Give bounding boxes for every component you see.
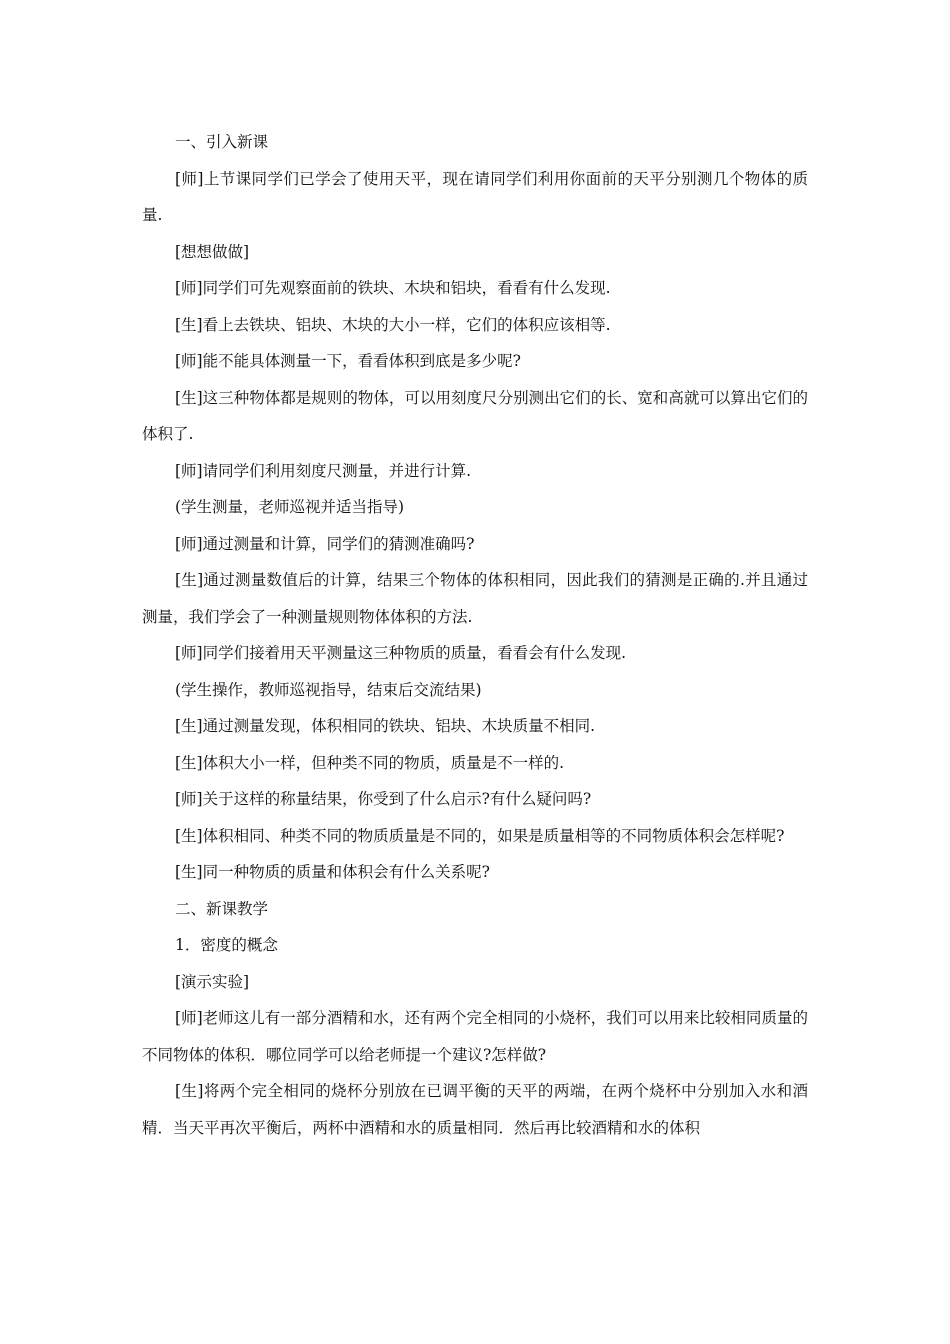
paragraph: (学生操作，教师巡视指导，结束后交流结果) (175, 680, 482, 699)
paragraph: [想想做做] (175, 242, 250, 261)
paragraph: [师]能不能具体测量一下，看看体积到底是多少呢? (175, 352, 521, 370)
subsection-heading: 1．密度的概念 (175, 936, 278, 954)
paragraph: [生]体积相同、种类不同的物质质量是不同的，如果是质量相等的不同物质体积会怎样呢? (175, 826, 785, 845)
paragraph: [师]同学们可先观察面前的铁块、木块和铝块，看看有什么发现. (175, 279, 611, 297)
paragraph: [生]看上去铁块、铝块、木块的大小一样，它们的体积应该相等. (175, 315, 611, 334)
paragraph: [师]请同学们利用刻度尺测量，并进行计算. (175, 461, 472, 480)
document-body (142, 124, 808, 1146)
paragraph: [生]这三种物体都是规则的物体，可以用刻度尺分别测出它们的长、宽和高就可以算出它们的体积了. (142, 388, 808, 443)
paragraph: [生]通过测量数值后的计算，结果三个物体的体积相同，因此我们的猜测是正确的.并且通过测量，我们学会了一种测量规则物体体积的方法. (142, 571, 808, 626)
paragraph: [师]老师这儿有一部分酒精和水，还有两个完全相同的小烧杯，我们可以用来比较相同质量的不同物体的体积．哪位同学可以给老师提一个建议?怎样做? (142, 1009, 808, 1064)
paragraph: [生]同一种物质的质量和体积会有什么关系呢? (175, 863, 490, 881)
paragraph: [师]关于这样的称量结果，你受到了什么启示?有什么疑问吗? (175, 790, 592, 808)
section-heading-intro: 一、引入新课 (175, 133, 269, 151)
paragraph: [师]同学们接着用天平测量这三种物质的质量，看看会有什么发现. (175, 644, 627, 662)
paragraph: [师]上节课同学们已学会了使用天平，现在请同学们利用你面前的天平分别测几个物体的质量. (142, 169, 808, 224)
section-heading-new-lesson: 二、新课教学 (175, 899, 269, 918)
paragraph: [生]将两个完全相同的烧杯分别放在已调平衡的天平的两端，在两个烧杯中分别加入水和酒精．当天平再次平衡后，两杯中酒精和水的质量相同．然后再比较酒精和水的体积 (142, 1082, 808, 1137)
paragraph: (学生测量，老师巡视并适当指导) (175, 498, 405, 516)
paragraph: [师]通过测量和计算，同学们的猜测准确吗? (175, 534, 475, 553)
paragraph: [演示实验] (175, 972, 250, 991)
paragraph: [生]通过测量发现，体积相同的铁块、铝块、木块质量不相同. (175, 717, 596, 735)
paragraph: [生]体积大小一样，但种类不同的物质，质量是不一样的. (175, 753, 565, 772)
